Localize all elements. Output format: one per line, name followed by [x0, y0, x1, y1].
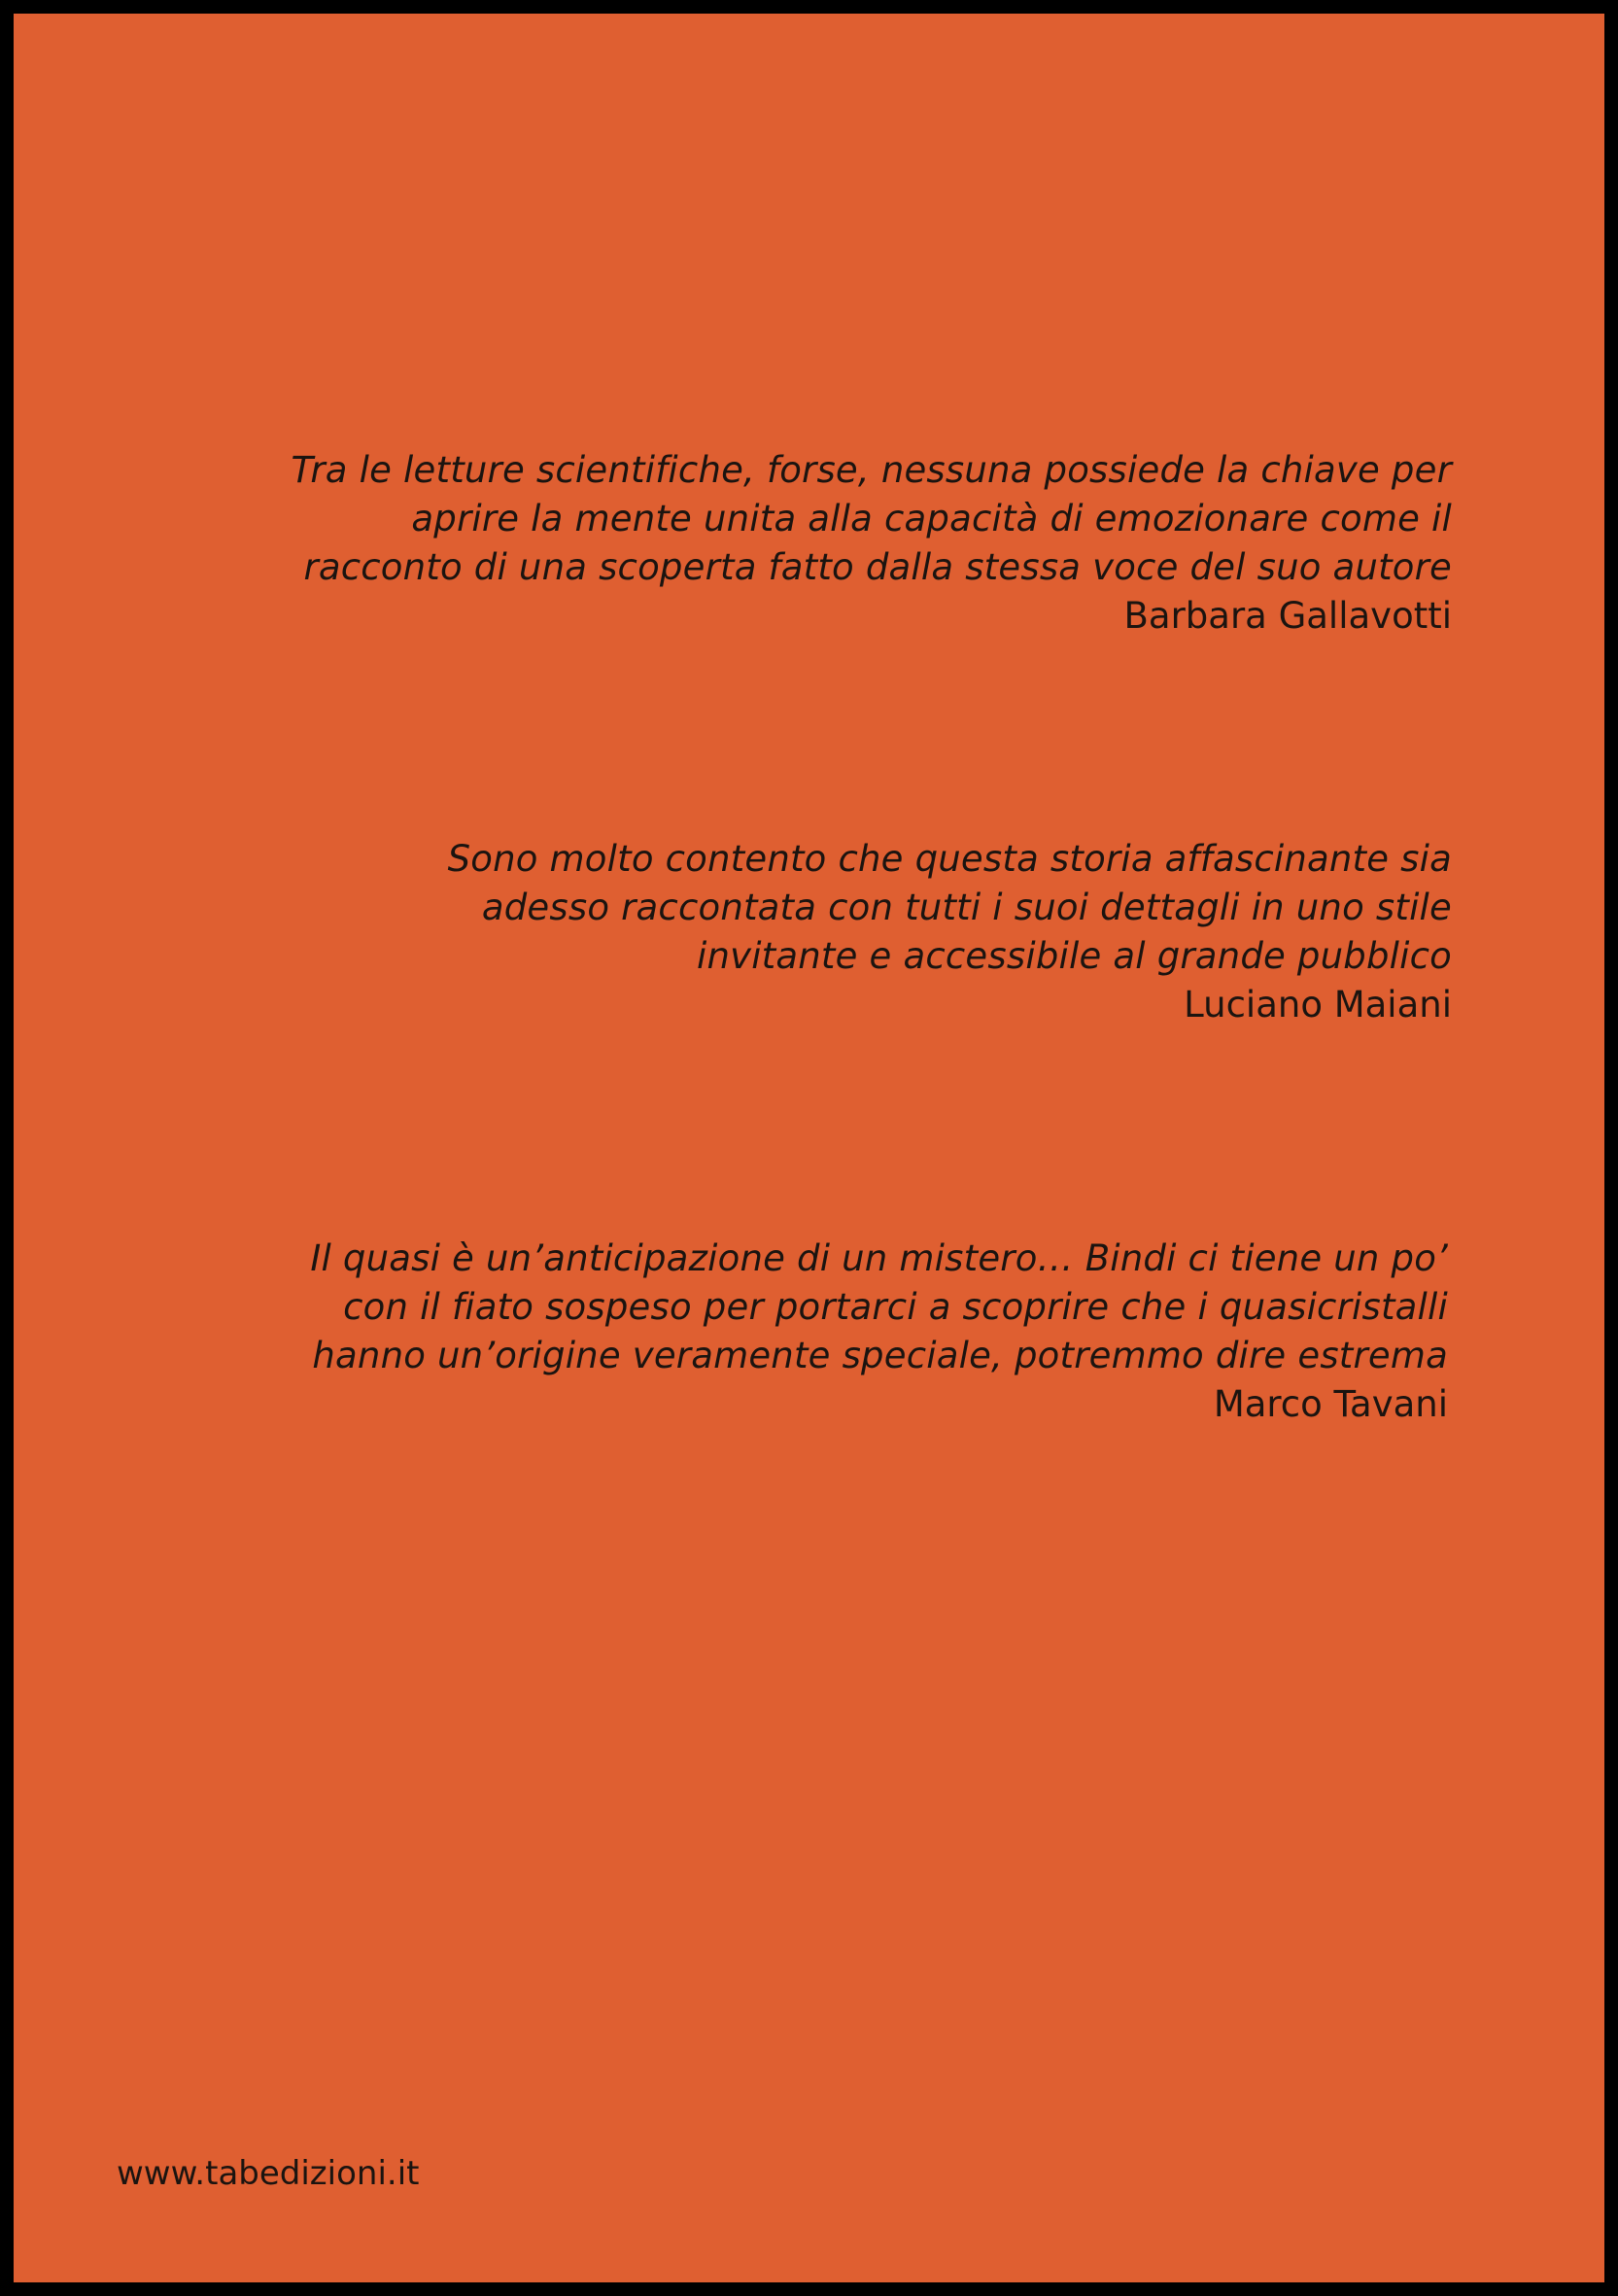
quote-text-line: hanno un’origine veramente speciale, potremmo dire estrema: [312, 1335, 1448, 1376]
quote-text-line: Sono molto contento che questa storia affascinante sia: [447, 838, 1452, 880]
quote-text-line: adesso raccontata con tutti i suoi dettagli in uno stile: [481, 887, 1452, 928]
quote-text-line: con il fiato sospeso per portarci a scoprire che i quasicristalli: [343, 1286, 1448, 1328]
quote-block: [91, 446, 1452, 641]
quote-block: [87, 1235, 1448, 1429]
quote-text-line: racconto di una scoperta fatto dalla stessa voce del suo autore: [303, 546, 1452, 588]
quote-text-line: invitante e accessibile al grande pubblico: [696, 935, 1452, 977]
quote-author: Marco Tavani: [1213, 1383, 1448, 1425]
quote-author: Barbara Gallavotti: [1123, 595, 1452, 637]
quote-block: [91, 835, 1452, 1029]
quote-author: Luciano Maiani: [1184, 984, 1452, 1026]
quote-text-line: aprire la mente unita alla capacità di emozionare come il: [411, 498, 1452, 539]
back-cover: [14, 14, 1604, 2282]
publisher-website: www.tabedizioni.it: [117, 2154, 420, 2193]
quote-text-line: Il quasi è un’anticipazione di un mistero… Bindi ci tiene un po’: [310, 1237, 1448, 1279]
quote-text-line: Tra le letture scientifiche, forse, nessuna possiede la chiave per: [291, 449, 1452, 491]
